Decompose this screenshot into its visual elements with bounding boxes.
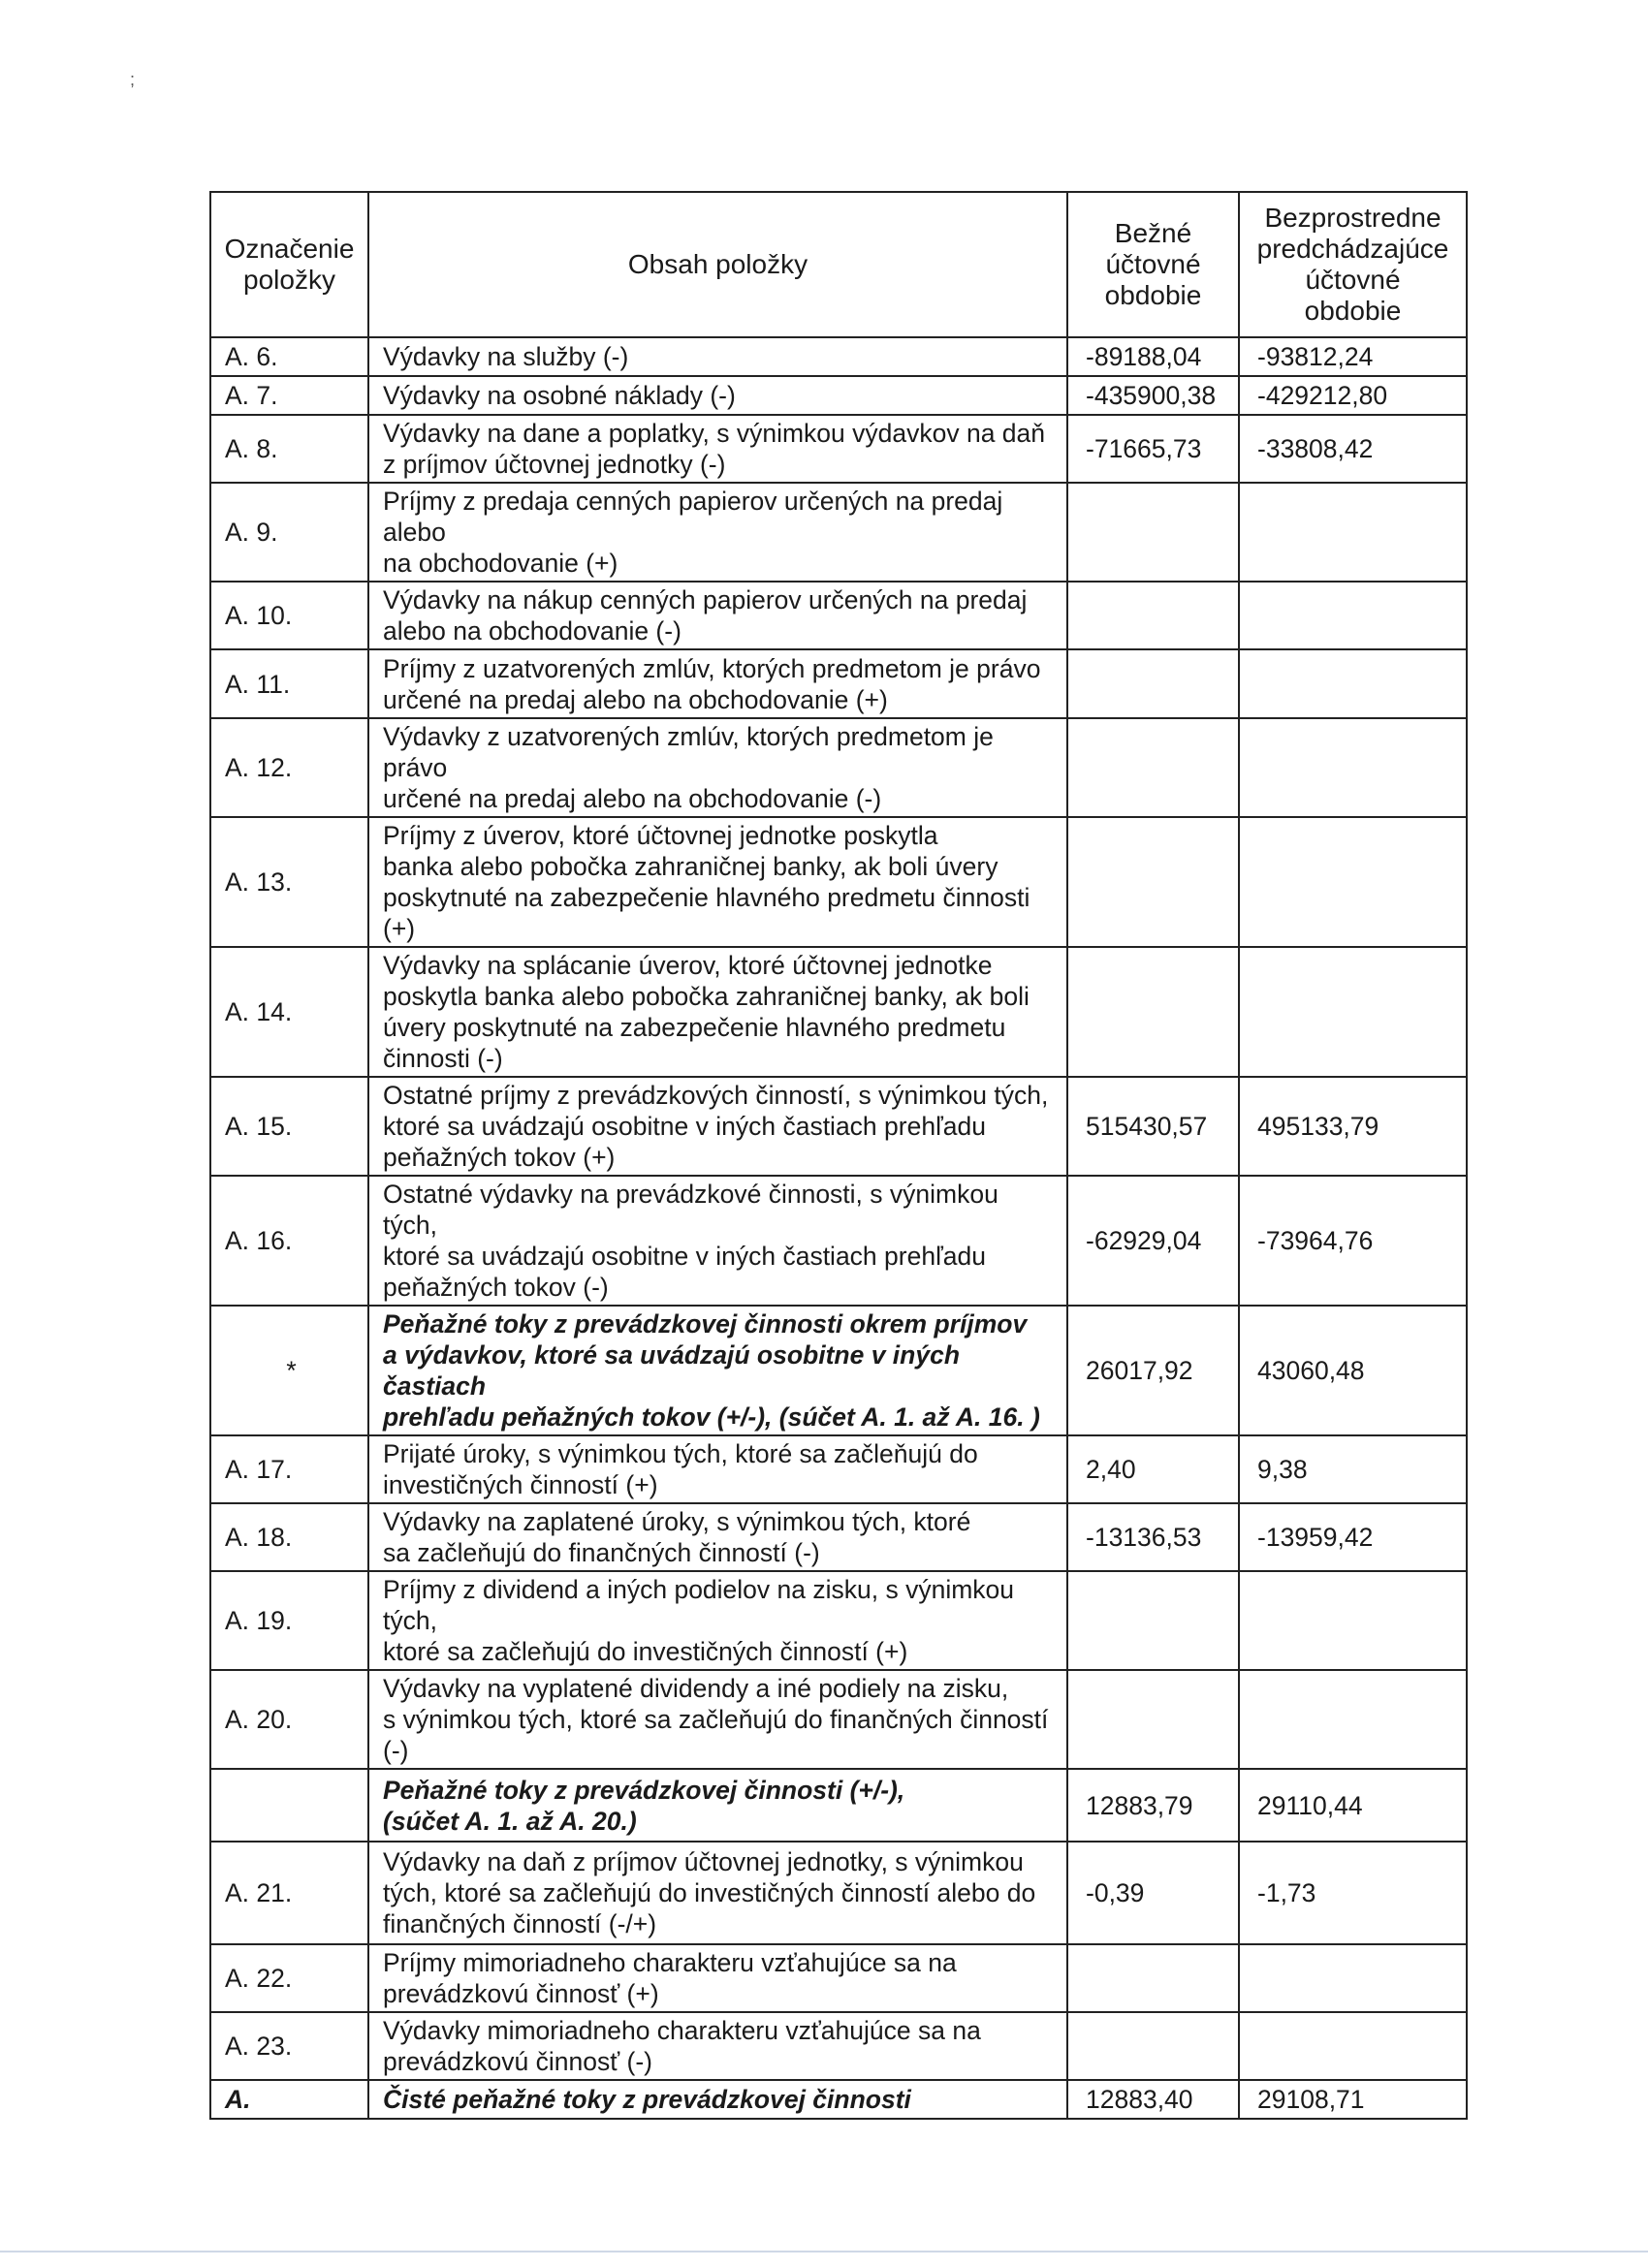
table-row (210, 2012, 1467, 2080)
scan-edge-line (0, 2251, 1648, 2252)
row-description: Výdavky mimoriadneho charakteru vzťahujúce sa na prevádzkovú činnosť (-) (368, 2012, 1067, 2080)
row-code: A. 18. (210, 1503, 368, 1571)
row-current-value (1067, 1944, 1239, 2012)
table-row (210, 1944, 1467, 2012)
row-description: Výdavky na zaplatené úroky, s výnimkou tých, ktoré sa začleňujú do finančných činností (-) (368, 1503, 1067, 1571)
row-current-value: 515430,57 (1067, 1077, 1239, 1176)
header-row (210, 192, 1467, 337)
row-current-value: 26017,92 (1067, 1306, 1239, 1435)
row-code: A. 13. (210, 817, 368, 947)
header-code: Označenie položky (210, 192, 368, 337)
row-description: Čisté peňažné toky z prevádzkovej činnosti (368, 2080, 1067, 2119)
row-code: A. 10. (210, 582, 368, 649)
row-code: A. 7. (210, 376, 368, 415)
row-code: A. 11. (210, 649, 368, 718)
row-current-value: -0,39 (1067, 1842, 1239, 1944)
row-description: Výdavky z uzatvorených zmlúv, ktorých predmetom je právo určené na predaj alebo na obchodovanie (-) (368, 718, 1067, 817)
row-code: * (210, 1306, 368, 1435)
row-description: Príjmy z úverov, ktoré účtovnej jednotke poskytla banka alebo pobočka zahraničnej banky, ak boli úvery poskytnuté na zabezpečenie hlavného predmetu činnosti (+) (368, 817, 1067, 947)
row-current-value: 12883,40 (1067, 2080, 1239, 2119)
table-row (210, 483, 1467, 582)
table-row (210, 947, 1467, 1077)
row-description: Príjmy z predaja cenných papierov určených na predaj alebo na obchodovanie (+) (368, 483, 1067, 582)
row-code: A. 6. (210, 337, 368, 376)
row-current-value (1067, 1571, 1239, 1670)
row-current-value: 2,40 (1067, 1435, 1239, 1503)
row-previous-value (1239, 649, 1467, 718)
table-row (210, 1435, 1467, 1503)
table-header (210, 192, 1467, 337)
row-code: A. 15. (210, 1077, 368, 1176)
row-description: Príjmy z uzatvorených zmlúv, ktorých predmetom je právo určené na predaj alebo na obchodovanie (+) (368, 649, 1067, 718)
row-previous-value: 495133,79 (1239, 1077, 1467, 1176)
row-previous-value (1239, 483, 1467, 582)
header-content: Obsah položky (368, 192, 1067, 337)
row-code: A. 19. (210, 1571, 368, 1670)
row-description: Prijaté úroky, s výnimkou tých, ktoré sa začleňujú do investičných činností (+) (368, 1435, 1067, 1503)
table-row (210, 337, 1467, 376)
row-current-value: -71665,73 (1067, 415, 1239, 483)
row-description: Výdavky na daň z príjmov účtovnej jednotky, s výnimkou tých, ktoré sa začleňujú do investičných činností alebo do finančných činností (-/+) (368, 1842, 1067, 1944)
row-description: Výdavky na nákup cenných papierov určených na predaj alebo na obchodovanie (-) (368, 582, 1067, 649)
row-previous-value (1239, 582, 1467, 649)
row-current-value: 12883,79 (1067, 1769, 1239, 1842)
row-current-value (1067, 649, 1239, 718)
row-code: A. 9. (210, 483, 368, 582)
row-current-value: -89188,04 (1067, 337, 1239, 376)
table-row (210, 376, 1467, 415)
table-row (210, 1176, 1467, 1306)
table-row (210, 1571, 1467, 1670)
row-previous-value: 29110,44 (1239, 1769, 1467, 1842)
row-description: Výdavky na splácanie úverov, ktoré účtovnej jednotke poskytla banka alebo pobočka zahraničnej banky, ak boli úvery poskytnuté na zabezpečenie hlavného predmetu činnosti (-) (368, 947, 1067, 1077)
row-description: Peňažné toky z prevádzkovej činnosti okrem príjmov a výdavkov, ktoré sa uvádzajú osobitne v iných častiach prehľadu peňažných tokov (+/-), (súčet A. 1. až A. 16. ) (368, 1306, 1067, 1435)
table-row (210, 1842, 1467, 1944)
row-description: Príjmy mimoriadneho charakteru vzťahujúce sa na prevádzkovú činnosť (+) (368, 1944, 1067, 2012)
row-current-value (1067, 718, 1239, 817)
row-description: Ostatné výdavky na prevádzkové činnosti, s výnimkou tých, ktoré sa uvádzajú osobitne v iných častiach prehľadu peňažných tokov (-) (368, 1176, 1067, 1306)
row-code: A. 17. (210, 1435, 368, 1503)
row-code: A. 14. (210, 947, 368, 1077)
row-previous-value (1239, 718, 1467, 817)
row-description: Príjmy z dividend a iných podielov na zisku, s výnimkou tých, ktoré sa začleňujú do investičných činností (+) (368, 1571, 1067, 1670)
row-code: A. 8. (210, 415, 368, 483)
table-row (210, 1670, 1467, 1769)
row-previous-value: -93812,24 (1239, 337, 1467, 376)
row-current-value (1067, 2012, 1239, 2080)
table-row (210, 718, 1467, 817)
row-code: A. 12. (210, 718, 368, 817)
table-row (210, 1077, 1467, 1176)
row-current-value: -435900,38 (1067, 376, 1239, 415)
table-row (210, 1306, 1467, 1435)
row-description: Výdavky na osobné náklady (-) (368, 376, 1067, 415)
row-previous-value (1239, 1944, 1467, 2012)
row-previous-value: -1,73 (1239, 1842, 1467, 1944)
row-previous-value: 29108,71 (1239, 2080, 1467, 2119)
row-code: A. (210, 2080, 368, 2119)
row-current-value (1067, 1670, 1239, 1769)
row-code: A. 22. (210, 1944, 368, 2012)
row-description: Ostatné príjmy z prevádzkových činností, s výnimkou tých, ktoré sa uvádzajú osobitne v iných častiach prehľadu peňažných tokov (+) (368, 1077, 1067, 1176)
row-description: Výdavky na vyplatené dividendy a iné podiely na zisku, s výnimkou tých, ktoré sa začleňujú do finančných činností (-) (368, 1670, 1067, 1769)
table-row (210, 817, 1467, 947)
table-row (210, 1769, 1467, 1842)
row-description: Výdavky na služby (-) (368, 337, 1067, 376)
table-row (210, 649, 1467, 718)
row-previous-value: -13959,42 (1239, 1503, 1467, 1571)
table-row (210, 415, 1467, 483)
row-current-value: -13136,53 (1067, 1503, 1239, 1571)
page-mark: ; (130, 70, 136, 89)
row-code (210, 1769, 368, 1842)
row-previous-value (1239, 2012, 1467, 2080)
row-previous-value: -33808,42 (1239, 415, 1467, 483)
row-previous-value: -73964,76 (1239, 1176, 1467, 1306)
table-row (210, 2080, 1467, 2119)
header-current-period: Bežné účtovné obdobie (1067, 192, 1239, 337)
row-previous-value: 9,38 (1239, 1435, 1467, 1503)
row-current-value (1067, 483, 1239, 582)
row-code: A. 23. (210, 2012, 368, 2080)
header-previous-period: Bezprostredne predchádzajúce účtovné obdobie (1239, 192, 1467, 337)
row-previous-value: -429212,80 (1239, 376, 1467, 415)
row-code: A. 20. (210, 1670, 368, 1769)
row-current-value (1067, 582, 1239, 649)
row-previous-value (1239, 1670, 1467, 1769)
row-description: Výdavky na dane a poplatky, s výnimkou výdavkov na daň z príjmov účtovnej jednotky (-) (368, 415, 1067, 483)
table-row (210, 582, 1467, 649)
row-previous-value (1239, 947, 1467, 1077)
row-previous-value: 43060,48 (1239, 1306, 1467, 1435)
row-current-value: -62929,04 (1067, 1176, 1239, 1306)
table-row (210, 1503, 1467, 1571)
row-description: Peňažné toky z prevádzkovej činnosti (+/-), (súčet A. 1. až A. 20.) (368, 1769, 1067, 1842)
cash-flow-table (209, 191, 1468, 2120)
table-body (210, 337, 1467, 2119)
row-code: A. 16. (210, 1176, 368, 1306)
row-current-value (1067, 947, 1239, 1077)
row-previous-value (1239, 817, 1467, 947)
row-previous-value (1239, 1571, 1467, 1670)
row-current-value (1067, 817, 1239, 947)
row-code: A. 21. (210, 1842, 368, 1944)
